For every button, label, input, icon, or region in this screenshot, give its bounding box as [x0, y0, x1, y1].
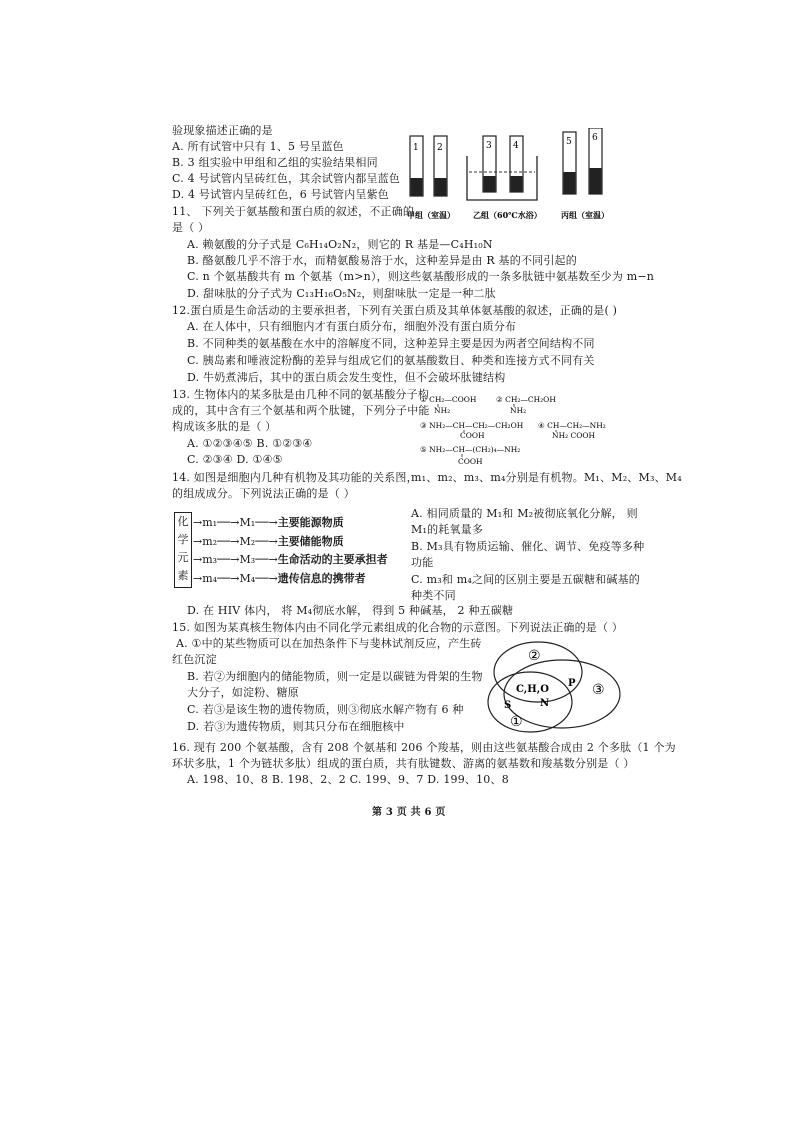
flow-m1: m₁ [202, 516, 218, 529]
tube-6-label: 6 [592, 133, 598, 143]
q12-option-b: B. 不同种类的氨基酸在水中的溶解度不同，这种差异主要是因为两者空间结构不同 [187, 337, 595, 350]
q10-option-d: D. 4 号试管内呈砖红色，6 号试管内呈紫色 [172, 188, 390, 201]
venn-label-1: ① [510, 714, 523, 730]
flow-m4: m₄ [202, 572, 218, 585]
q14-option-a: A. 相同质量的 M₁和 M₂被彻底氧化分解， 则 [411, 507, 638, 520]
tube-1-label: 1 [413, 143, 419, 153]
q15-option-a-2: 红色沉淀 [172, 653, 217, 666]
q15-option-a: A. ①中的某些物质可以在加热条件下与斐林试剂反应，产生砖 [176, 637, 482, 650]
venn-center: C,H,O [516, 684, 549, 695]
molecule-1-sub: NH₂ [434, 406, 451, 415]
amino-acid-structures [420, 394, 650, 474]
q11-option-d: D. 甜味肽的分子式为 C₁₃H₁₆O₅N₂，则甜味肽一定是一种二肽 [187, 287, 496, 300]
flow-f4: 遗传信息的携带者 [277, 572, 366, 585]
flow-M1: M₁ [239, 516, 256, 529]
q11-stem-2: 是（ ） [172, 221, 210, 234]
venn-label-2: ② [528, 648, 541, 664]
flow-f2: 主要储能物质 [277, 535, 344, 548]
box-char-3: 元 [177, 551, 189, 564]
flow-M4: M₄ [239, 572, 256, 585]
q15-option-d: D. 若③为遗传物质，则其只分布在细胞核中 [187, 720, 405, 733]
test-tube-figure [405, 128, 625, 224]
flow-row-2: →m₂──→M₂──→主要储能物质 [193, 535, 344, 548]
flow-row-1: →m₁──→M₁──→主要能源物质 [193, 516, 344, 529]
venn-s: S [504, 700, 512, 711]
group-c-label: 丙组（室温） [561, 210, 609, 220]
molecule-4-sub: NH₂ COOH [552, 431, 596, 440]
q12-stem: 12.蛋白质是生命活动的主要承担者，下列有关蛋白质及其单体氨基酸的叙述，正确的是( ) [172, 304, 618, 317]
group-a-label: 甲组（室温） [407, 210, 455, 220]
q15-option-b-2: 大分子，如淀粉、糖原 [187, 686, 299, 699]
molecule-3: ③ NH₂—CH—CH₂—CH₂OH [420, 421, 524, 430]
q12-option-c: C. 胰岛素和唾液淀粉酶的差异与组成它们的氨基酸数目、种类和连接方式不同有关 [187, 354, 595, 367]
tube-3-label: 3 [486, 141, 492, 151]
header-line: 验现象描述正确的是 [172, 124, 273, 137]
q14-option-b-2: 功能 [411, 556, 434, 569]
q11-stem: 11、 下列关于氨基酸和蛋白质的叙述，不正确的 [172, 205, 415, 218]
venn-p: P [568, 678, 576, 689]
molecule-3-sub: COOH [460, 431, 485, 440]
q14-option-b: B. M₃具有物质运输、催化、调节、免疫等多种 [411, 540, 645, 553]
element-venn-diagram [480, 638, 630, 738]
q16-options: A. 198、10、8 B. 198、2、2 C. 199、9、7 D. 199、10、8 [187, 773, 509, 786]
flow-m2: m₂ [202, 535, 218, 548]
molecule-1: ① CH₂—COOH [420, 395, 477, 404]
molecule-4: ④ CH—CH₂—NH₂ [538, 421, 606, 430]
flow-row-3: →m₃──→M₃──→生命活动的主要承担者 [193, 553, 388, 566]
q16-stem-1: 16. 现有 200 个氨基酸，含有 208 个氨基和 206 个羧基，则由这些氨基酸合成由 2 个多肽（1 个为 [172, 741, 676, 754]
q14-option-d: D. 在 HIV 体内， 将 M₄彻底水解， 得到 5 种碱基， 2 种五碳糖 [187, 604, 514, 617]
q13-option-ab: A. ①②③④⑤ B. ①②③④ [187, 437, 313, 450]
q11-option-b: B. 酪氨酸几乎不溶于水，而精氨酸易溶于水，这种差异是由 R 基的不同引起的 [187, 254, 577, 267]
q13-stem-1: 13. 生物体内的某多肽是由几种不同的氨基酸分子构 [172, 388, 429, 401]
q13-stem-3: 构成该多肽的是（ ） [172, 420, 277, 433]
flow-M3: M₃ [239, 553, 256, 566]
q15-option-c: C. 若③是该生物的遗传物质，则③彻底水解产物有 6 种 [187, 703, 464, 716]
molecule-5-sub: COOH [458, 457, 483, 466]
q12-option-a: A. 在人体中，只有细胞内才有蛋白质分布，细胞外没有蛋白质分布 [187, 320, 517, 333]
chemical-elements-box [174, 512, 192, 588]
venn-n: N [540, 698, 550, 709]
q14-stem-2: 的组成成分。下列说法正确的是（ ） [172, 487, 355, 500]
box-char-1: 化 [177, 515, 189, 528]
q10-option-c: C. 4 号试管内呈砖红色，其余试管内都呈蓝色 [172, 172, 401, 185]
molecule-2-sub: NH₂ [510, 406, 527, 415]
page-footer: 第 3 页 共 6 页 [372, 807, 446, 818]
q15-stem: 15. 如图为某真核生物体内由不同化学元素组成的化合物的示意图。下列说法正确的是（ ） [172, 621, 624, 634]
flow-M2: M₂ [239, 535, 256, 548]
tube-5-label: 5 [566, 137, 572, 147]
box-char-4: 素 [177, 569, 189, 582]
flow-row-4: →m₄──→M₄──→遗传信息的携带者 [193, 572, 366, 585]
q12-option-d: D. 牛奶煮沸后，其中的蛋白质会发生变性，但不会破坏肽键结构 [187, 371, 506, 384]
q13-option-cd: C. ②③④ D. ①④⑤ [187, 453, 283, 466]
q16-stem-2: 环状多肽，1 个为链状多肽）组成的蛋白质，共有肽键数、游离的氨基数和羧基数分别是（ ） [172, 757, 635, 770]
flow-m3: m₃ [202, 553, 218, 566]
q13-stem-2: 成的，其中含有三个氨基和两个肽键，下列分子中能 [172, 404, 430, 417]
q15-option-b: B. 若②为细胞内的储能物质，则一定是以碳链为骨架的生物 [187, 670, 483, 683]
q10-option-a: A. 所有试管中只有 1、5 号呈蓝色 [172, 140, 344, 153]
q14-option-c: C. m₃和 m₄之间的区别主要是五碳糖和碱基的 [411, 573, 640, 586]
q14-stem-1: 14. 如图是细胞内几种有机物及其功能的关系图， [172, 471, 418, 484]
q14-stem-1-right: m₁、m₂、m₃、m₄分别是有机物。M₁、M₂、M₃、M₄ [411, 471, 682, 484]
q11-option-c: C. n 个氨基酸共有 m 个氨基（m>n），则这些氨基酸形成的一条多肽链中氨基数至少为 m−n [187, 270, 655, 283]
flow-f3: 生命活动的主要承担者 [277, 553, 388, 566]
group-b-label: 乙组（60℃水浴） [473, 210, 542, 220]
flow-f1: 主要能源物质 [277, 516, 344, 529]
tube-4-label: 4 [513, 141, 519, 151]
tube-2-label: 2 [437, 143, 443, 153]
q11-option-a: A. 赖氨酸的分子式是 C₆H₁₄O₂N₂，则它的 R 基是—C₄H₁₀N [187, 238, 493, 251]
molecule-2: ② CH₂—CH₂OH [496, 395, 556, 404]
molecule-5: ⑤ NH₂—CH—(CH₂)₄—NH₂ [420, 445, 521, 454]
q10-option-b: B. 3 组实验中甲组和乙组的实验结果相同 [172, 156, 378, 169]
q14-option-c-2: 种类不同 [411, 589, 456, 602]
box-char-2: 学 [177, 533, 189, 546]
q14-option-a-2: M₁的耗氧量多 [411, 523, 484, 536]
venn-label-3: ③ [592, 682, 605, 698]
